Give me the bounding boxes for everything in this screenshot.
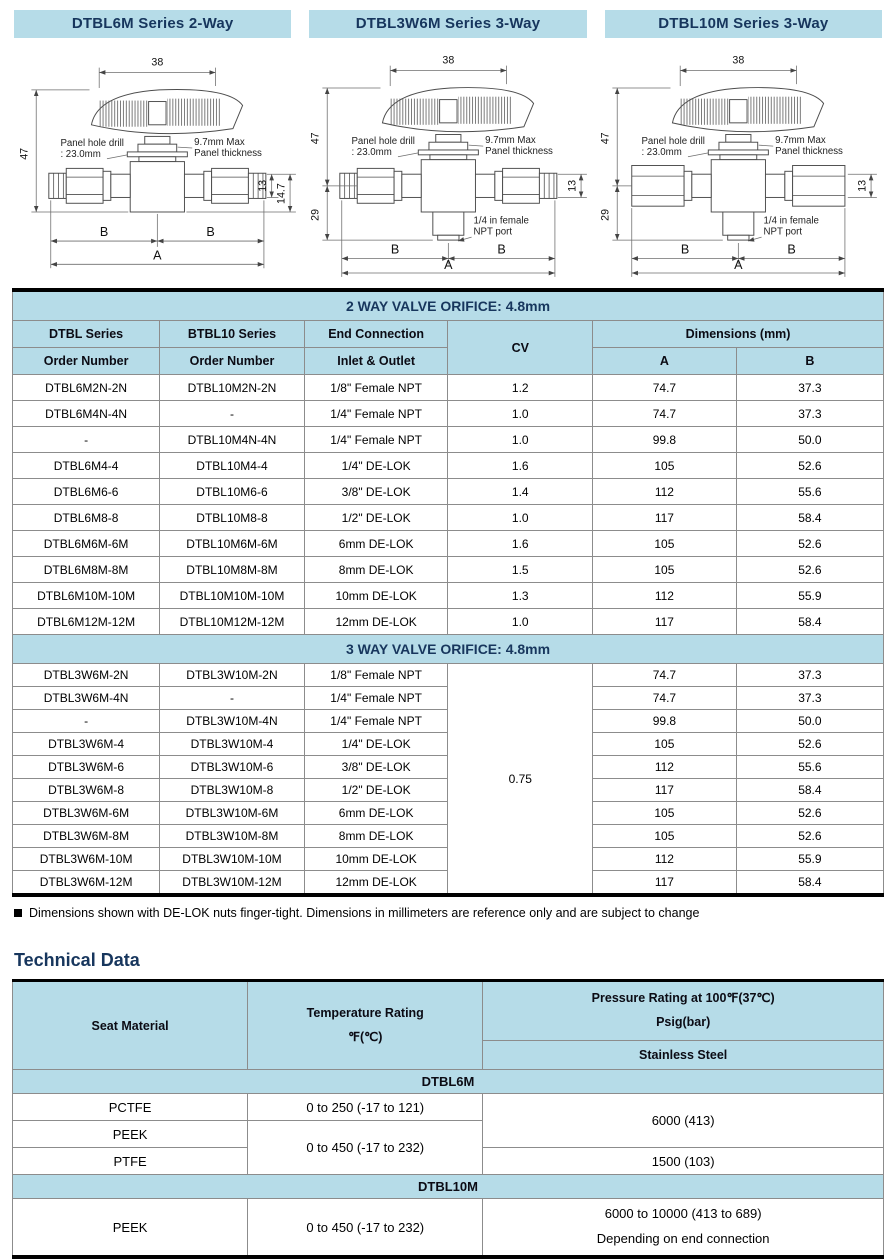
table-cell: DTBL3W6M-2N	[13, 664, 160, 687]
col-btbl-order: Order Number	[160, 348, 305, 375]
table-cell: 1.0	[448, 505, 593, 531]
table-cell: 52.6	[736, 825, 883, 848]
table-cell: DTBL3W6M-4N	[13, 687, 160, 710]
table-cell: 112	[593, 848, 737, 871]
table-cell: 58.4	[736, 871, 883, 896]
table-cell: DTBL6M4-4	[13, 453, 160, 479]
table-row	[13, 375, 884, 401]
table-cell: 105	[593, 802, 737, 825]
table-cell: 1.0	[448, 401, 593, 427]
table-cell: DTBL3W10M-12M	[160, 871, 305, 896]
dim-38-label: 38	[442, 54, 454, 67]
dim-29-label: 29	[599, 208, 612, 221]
table-cell: 99.8	[593, 427, 737, 453]
table-cell: 58.4	[736, 609, 883, 635]
table-cell: 1/4" Female NPT	[304, 401, 448, 427]
table-cell: 12mm DE-LOK	[304, 609, 448, 635]
temperature-units-label: ℉(℃)	[348, 1029, 383, 1044]
table-cell: DTBL3W6M-4	[13, 733, 160, 756]
table-cell: DTBL6M10M-10M	[13, 583, 160, 609]
table-row	[13, 453, 884, 479]
table-cell: 1/4" Female NPT	[304, 710, 448, 733]
table-cell: 1/2" DE-LOK	[304, 505, 448, 531]
table-cell: DTBL6M6M-6M	[13, 531, 160, 557]
dim-47-label: 47	[309, 132, 322, 145]
table-cell: 105	[593, 531, 737, 557]
table-cell: 74.7	[593, 664, 737, 687]
table-cell: 8mm DE-LOK	[304, 825, 448, 848]
col-btbl-series: BTBL10 Series	[160, 321, 305, 348]
npt-port-note2: NPT port	[473, 226, 512, 238]
panel-thickness-note2: Panel thickness	[775, 145, 844, 157]
table-cell: DTBL10M8-8	[160, 505, 305, 531]
table-cell: 58.4	[736, 505, 883, 531]
dim-b-right-label: B	[206, 225, 215, 240]
dim-47-label: 47	[599, 132, 612, 145]
temp-pctfe: 0 to 250 (-17 to 121)	[248, 1094, 483, 1121]
table-cell: DTBL6M2N-2N	[13, 375, 160, 401]
table-row	[13, 664, 884, 687]
table-cell: 55.6	[736, 479, 883, 505]
panel-hole-note2: : 23.0mm	[641, 146, 683, 158]
panel-hole-note: Panel hole drill	[351, 136, 415, 148]
table-cell: -	[13, 710, 160, 733]
dim-29-label: 29	[309, 208, 322, 221]
dim-47-label: 47	[18, 147, 31, 160]
col-dtbl-order: Order Number	[13, 348, 160, 375]
table-cell: 1/8" Female NPT	[304, 375, 448, 401]
table-cell: DTBL3W10M-2N	[160, 664, 305, 687]
table-row	[13, 557, 884, 583]
table-cell: DTBL10M6M-6M	[160, 531, 305, 557]
table-row	[13, 401, 884, 427]
table-cell: DTBL6M6-6	[13, 479, 160, 505]
col-seat-material: Seat Material	[13, 981, 248, 1070]
panel-hole-note2: : 23.0mm	[351, 146, 392, 158]
table-cell: DTBL6M4N-4N	[13, 401, 160, 427]
column-header-row-1	[13, 321, 884, 348]
table-cell: DTBL3W10M-4N	[160, 710, 305, 733]
dim-13-label: 13	[256, 179, 269, 192]
table-cell: 8mm DE-LOK	[304, 557, 448, 583]
technical-data-table	[12, 979, 884, 1259]
table-cell: DTBL3W10M-6	[160, 756, 305, 779]
table-cell: 12mm DE-LOK	[304, 871, 448, 896]
col-end-connection: End Connection	[304, 321, 448, 348]
series-bar-dtbl10m: DTBL10M Series 3-Way	[605, 10, 882, 38]
table-cell: 105	[593, 733, 737, 756]
band-dtbl10m-row	[13, 1175, 884, 1199]
tech-row-peek-10m	[13, 1199, 884, 1258]
panel-thickness-note: 9.7mm Max	[775, 135, 827, 147]
col-dimensions: Dimensions (mm)	[593, 321, 884, 348]
rows-3way	[13, 664, 884, 896]
table-row	[13, 505, 884, 531]
diagram-3way-valve-dtbl10m	[593, 48, 884, 282]
table-cell: 6mm DE-LOK	[304, 802, 448, 825]
npt-port-note: 1/4 in female	[763, 215, 820, 227]
table-cell: 55.9	[736, 583, 883, 609]
tech-row-pctfe	[13, 1094, 884, 1121]
col-stainless-steel: Stainless Steel	[483, 1041, 884, 1070]
table-row	[13, 583, 884, 609]
panel-thickness-note: 9.7mm Max	[484, 135, 536, 147]
table-cell: -	[160, 401, 305, 427]
table-cell: DTBL10M6-6	[160, 479, 305, 505]
table-cell: 6mm DE-LOK	[304, 531, 448, 557]
table-cell: DTBL6M8-8	[13, 505, 160, 531]
seat-ptfe: PTFE	[13, 1148, 248, 1175]
table-cell: 112	[593, 583, 737, 609]
seat-peek: PEEK	[13, 1121, 248, 1148]
table-cell: DTBL3W6M-8M	[13, 825, 160, 848]
dim-b-left-label: B	[681, 242, 690, 257]
pressure-10m	[483, 1199, 884, 1258]
table-cell: 50.0	[736, 710, 883, 733]
table-cell: DTBL10M8M-8M	[160, 557, 305, 583]
table-cell: 1/2" DE-LOK	[304, 779, 448, 802]
table-cell: 1/4" DE-LOK	[304, 453, 448, 479]
table-cell: 55.6	[736, 756, 883, 779]
diagram-2way-valve	[12, 48, 303, 282]
pressure-1500: 1500 (103)	[483, 1148, 884, 1175]
series-bar-dtbl6m: DTBL6M Series 2-Way	[14, 10, 291, 38]
table-cell: 10mm DE-LOK	[304, 848, 448, 871]
table-cell: 117	[593, 871, 737, 896]
table-cell: 37.3	[736, 687, 883, 710]
table-cell: 37.3	[736, 401, 883, 427]
table-cell: DTBL10M4N-4N	[160, 427, 305, 453]
band-dtbl6m: DTBL6M	[13, 1070, 884, 1094]
table-cell: 1.5	[448, 557, 593, 583]
dim-147-label: 14.7	[275, 183, 288, 204]
col-temperature-rating	[248, 981, 483, 1070]
table-cell: 55.9	[736, 848, 883, 871]
section-header-2way	[13, 290, 884, 321]
npt-port-note: 1/4 in female	[473, 215, 529, 227]
footnote-text: Dimensions shown with DE-LOK nuts finger-tight. Dimensions in millimeters are reference only and are subject to change	[29, 906, 700, 920]
table-cell: 105	[593, 825, 737, 848]
table-cell: 1/4" Female NPT	[304, 427, 448, 453]
tech-header-row	[13, 981, 884, 1041]
table-cell: DTBL10M4-4	[160, 453, 305, 479]
table-cell: DTBL3W6M-6	[13, 756, 160, 779]
table-cell: 112	[593, 756, 737, 779]
rows-2way	[13, 375, 884, 635]
table-cell: 1.4	[448, 479, 593, 505]
table-cell: 3/8" DE-LOK	[304, 756, 448, 779]
table-cell: 37.3	[736, 664, 883, 687]
table-cell: 1.0	[448, 427, 593, 453]
npt-port-note2: NPT port	[763, 226, 803, 238]
dim-a-label: A	[153, 248, 162, 263]
dim-b-right-label: B	[787, 242, 797, 257]
table-cell: 117	[593, 609, 737, 635]
table-title-3way: 3 WAY VALVE ORIFICE: 4.8mm	[13, 635, 884, 664]
dim-b-right-label: B	[497, 242, 506, 257]
dim-a-label: A	[443, 258, 453, 273]
table-cell: 105	[593, 557, 737, 583]
dim-38-label: 38	[151, 56, 164, 69]
col-inlet-outlet: Inlet & Outlet	[304, 348, 448, 375]
col-cv: CV	[448, 321, 593, 375]
valve-order-table	[12, 288, 884, 897]
table-cell: DTBL10M10M-10M	[160, 583, 305, 609]
table-cell: 1.3	[448, 583, 593, 609]
table-cell: 74.7	[593, 687, 737, 710]
table-cell: DTBL10M2N-2N	[160, 375, 305, 401]
table-cell: 117	[593, 505, 737, 531]
col-pressure-rating	[483, 981, 884, 1041]
valve-diagrams	[12, 48, 884, 282]
table-cell: 1.0	[448, 609, 593, 635]
table-title-2way: 2 WAY VALVE ORIFICE: 4.8mm	[13, 290, 884, 321]
table-row	[13, 427, 884, 453]
table-cell: 52.6	[736, 531, 883, 557]
band-dtbl10m: DTBL10M	[13, 1175, 884, 1199]
seat-pctfe: PCTFE	[13, 1094, 248, 1121]
table-cell: DTBL10M12M-12M	[160, 609, 305, 635]
panel-thickness-note: 9.7mm Max	[194, 137, 245, 149]
technical-data-heading: Technical Data	[14, 950, 140, 970]
table-cell: 105	[593, 453, 737, 479]
table-cell: 3/8" DE-LOK	[304, 479, 448, 505]
dim-13-label: 13	[856, 179, 869, 192]
table-cell: DTBL3W10M-8	[160, 779, 305, 802]
table-cell: DTBL3W6M-8	[13, 779, 160, 802]
table-cell: 10mm DE-LOK	[304, 583, 448, 609]
dim-a-label: A	[734, 258, 743, 273]
table-cell: DTBL6M12M-12M	[13, 609, 160, 635]
table-cell: DTBL3W6M-6M	[13, 802, 160, 825]
band-dtbl6m-row	[13, 1070, 884, 1094]
table-cell: 1.6	[448, 453, 593, 479]
col-dim-a: A	[593, 348, 737, 375]
table-cell: 1/4" DE-LOK	[304, 733, 448, 756]
table-cell: 37.3	[736, 375, 883, 401]
pressure-rating-label: Pressure Rating at 100℉(37℃)	[591, 991, 775, 1006]
table-cell: DTBL3W10M-6M	[160, 802, 305, 825]
table-cell: 74.7	[593, 375, 737, 401]
table-cell: DTBL6M8M-8M	[13, 557, 160, 583]
col-dtbl-series: DTBL Series	[13, 321, 160, 348]
table-footnote	[14, 906, 882, 920]
table-cell: 1.6	[448, 531, 593, 557]
panel-thickness-note2: Panel thickness	[484, 145, 553, 157]
pressure-units-label: Psig(bar)	[656, 1015, 711, 1029]
cv-merged-cell: 0.75	[448, 664, 593, 896]
table-cell: -	[160, 687, 305, 710]
table-row	[13, 609, 884, 635]
table-cell: 58.4	[736, 779, 883, 802]
table-cell: 1/4" Female NPT	[304, 687, 448, 710]
section-header-3way	[13, 635, 884, 664]
panel-hole-note: Panel hole drill	[60, 138, 124, 150]
temp-peek-10m: 0 to 450 (-17 to 232)	[248, 1199, 483, 1258]
dim-b-left-label: B	[99, 225, 109, 240]
temp-peek-ptfe: 0 to 450 (-17 to 232)	[248, 1121, 483, 1175]
table-cell: DTBL3W6M-12M	[13, 871, 160, 896]
square-bullet-icon	[14, 909, 22, 917]
table-cell: 74.7	[593, 401, 737, 427]
panel-thickness-note2: Panel thickness	[194, 147, 262, 159]
temperature-rating-label: Temperature Rating	[306, 1005, 424, 1020]
table-cell: 1.2	[448, 375, 593, 401]
table-cell: 52.6	[736, 733, 883, 756]
table-row	[13, 479, 884, 505]
pressure-10m-range: 6000 to 10000 (413 to 689)	[604, 1206, 762, 1222]
table-cell: DTBL3W10M-10M	[160, 848, 305, 871]
dim-38-label: 38	[732, 54, 745, 67]
table-cell: 52.6	[736, 453, 883, 479]
table-cell: 52.6	[736, 802, 883, 825]
panel-hole-note: Panel hole drill	[641, 136, 706, 148]
table-cell: 117	[593, 779, 737, 802]
table-cell: 50.0	[736, 427, 883, 453]
table-cell: -	[13, 427, 160, 453]
panel-hole-note2: : 23.0mm	[60, 148, 101, 160]
series-bar-dtbl3w6m: DTBL3W6M Series 3-Way	[309, 10, 586, 38]
seat-peek-10m: PEEK	[13, 1199, 248, 1258]
table-cell: 1/8" Female NPT	[304, 664, 448, 687]
col-dim-b: B	[736, 348, 883, 375]
dim-13-label: 13	[565, 179, 578, 192]
series-header-row	[14, 10, 882, 38]
dim-b-left-label: B	[390, 242, 399, 257]
diagram-3way-valve-dtbl3w6m	[303, 48, 594, 282]
table-cell: 52.6	[736, 557, 883, 583]
table-cell: DTBL3W10M-4	[160, 733, 305, 756]
table-cell: 99.8	[593, 710, 737, 733]
pressure-6000: 6000 (413)	[483, 1094, 884, 1148]
table-row	[13, 531, 884, 557]
table-cell: DTBL3W10M-8M	[160, 825, 305, 848]
pressure-10m-note: Depending on end connection	[596, 1231, 770, 1246]
table-cell: DTBL3W6M-10M	[13, 848, 160, 871]
table-cell: 112	[593, 479, 737, 505]
